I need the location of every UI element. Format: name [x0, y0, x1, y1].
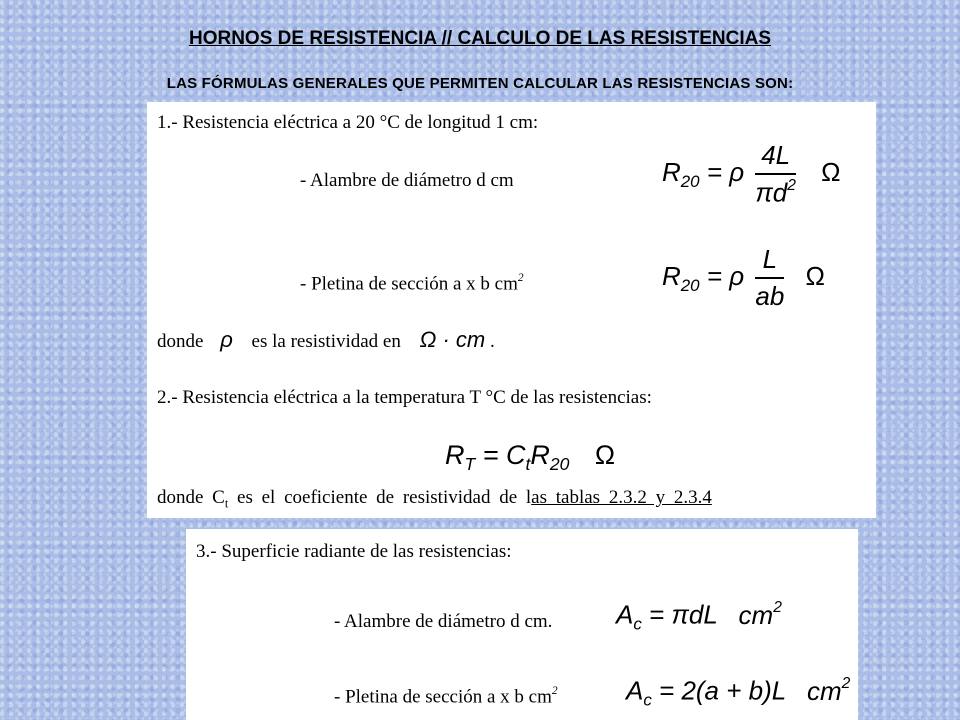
slide-subtitle: LAS FÓRMULAS GENERALES QUE PERMITEN CALCULAR LAS RESISTENCIAS SON: — [166, 75, 794, 92]
formula-r20-wire: $R_{20} = \rho$ $\frac{4L}{\pi d^2}$ Ω — [662, 140, 841, 208]
wire-label: - Alambre de diámetro d cm — [300, 170, 514, 191]
formula-r20-strip: $R_{20} = \rho$ $\frac{L}{ab}$ Ω — [662, 244, 825, 311]
formula-rt: $R_T = C_tR_{20}$ Ω — [445, 440, 616, 475]
tables-reference: as tablas 2.3.2 y 2.3.4 — [531, 487, 712, 508]
item1-heading: 1.- Resistencia eléctrica a 20 °C de longitud 1 cm: — [157, 112, 539, 133]
formula-panel-1 — [147, 102, 876, 518]
formula-ac-strip: $A_c = 2(a + b)L$ $cm^2$ — [626, 675, 851, 710]
slide-title: HORNOS DE RESISTENCIA // CALCULO DE LAS RESISTENCIAS — [188, 28, 771, 49]
item2-heading: 2.- Resistencia eléctrica a la temperatura T °C de las resistencias: — [157, 387, 652, 408]
donde-ct-line: donde $C_t$ es el coeficiente de resistividad de las tablas 2.3.2 y 2.3.4 — [157, 487, 712, 511]
fraction-4l-over-pid2: $\frac{4L}{\pi d^2}$ — [755, 140, 796, 208]
strip-label: - Pletina de sección a x b $cm^2$ — [300, 272, 524, 295]
donde-rho-line: donde ρ es la resistividad en Ω · cm . — [157, 327, 495, 352]
fraction-l-over-ab: $\frac{L}{ab}$ — [755, 244, 785, 311]
formula-panel-2 — [186, 529, 858, 720]
item3-heading: 3.- Superficie radiante de las resistencias: — [196, 541, 512, 562]
wire-surface-label: - Alambre de diámetro d cm. — [334, 611, 553, 632]
strip-surface-label: - Pletina de sección a x b $cm^2$ — [334, 685, 558, 708]
formula-ac-wire: $A_c = \pi dL$ $cm^2$ — [616, 599, 782, 634]
